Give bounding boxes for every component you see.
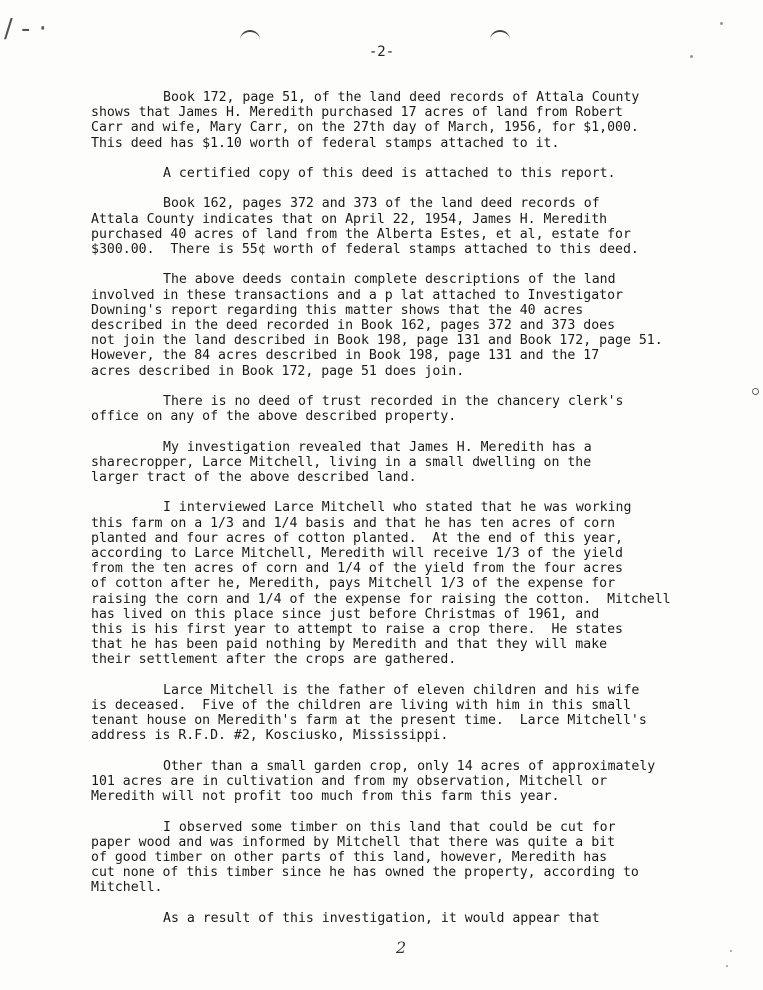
text-line: according to Larce Mitchell, Meredith will receive 1/3 of the yield [91, 546, 623, 561]
text-line: shows that James H. Meredith purchased 17 acres of land from Robert [91, 105, 623, 121]
text-line: larger tract of the above described land. [91, 470, 417, 485]
text-line: sharecropper, Larce Mitchell, living in a small dwelling on the [91, 454, 592, 470]
text-line: raising the corn and 1/4 of the expense for raising the cotton. Mitchell [91, 591, 671, 607]
text-line: Book 162, pages 372 and 373 of the land deed records of [163, 196, 600, 212]
text-line: As a result of this investigation, it would appear that [163, 910, 600, 926]
text-line: Meredith will not profit too much from this farm this year. [91, 789, 560, 805]
text-line: Book 172, page 51, of the land deed records of Attala County [163, 90, 640, 105]
text-line: I interviewed Larce Mitchell who stated that he was working [163, 500, 632, 516]
text-line: A certified copy of this deed is attached to this report. [163, 166, 616, 181]
text-line: has lived on this place since just before Christmas of 1961, and [91, 606, 600, 622]
paragraph [91, 166, 751, 181]
text-line: purchased 40 acres of land from the Alberta Estes, et al, estate for [91, 226, 631, 242]
speck-mark [726, 965, 728, 967]
text-line: cut none of this timber since he has owned the property, according to [91, 865, 639, 881]
paragraph [91, 394, 751, 424]
text-line: planted and four acres of cotton planted. At the end of this year, [91, 530, 623, 546]
text-line: from the ten acres of corn and 1/4 of the yield from the four acres [91, 561, 623, 577]
text-line: not join the land described in Book 198, page 131 and Book 172, page 51. [91, 333, 663, 349]
text-line: Larce Mitchell is the father of eleven children and his wife [163, 682, 640, 698]
text-line: paper wood and was informed by Mitchell that there was quite a bit [91, 834, 616, 850]
text-line: office on any of the above described property. [91, 409, 457, 425]
text-line: The above deeds contain complete descriptions of the land [163, 272, 616, 288]
text-line: Mitchell. [91, 880, 163, 896]
paragraph [91, 90, 751, 151]
paragraph [91, 820, 751, 896]
text-line: this farm on a 1/3 and 1/4 basis and that he has ten acres of corn [91, 515, 616, 531]
text-line: of good timber on other parts of this land, however, Meredith has [91, 850, 608, 866]
text-line: of cotton after he, Meredith, pays Mitchell 1/3 of the expense for [91, 576, 616, 592]
page-number: -2- [368, 44, 395, 60]
speck-mark [720, 22, 723, 25]
text-line: their settlement after the crops are gathered. [91, 652, 457, 668]
left-hole-punch-mark [240, 30, 260, 42]
text-line: involved in these transactions and a p lat attached to Investigator [91, 287, 623, 303]
paragraph [91, 196, 751, 257]
text-line: described in the deed recorded in Book 162, pages 372 and 373 does [91, 318, 616, 333]
paragraph [91, 759, 751, 805]
speck-mark [730, 950, 732, 952]
paragraph [91, 500, 751, 667]
speck-mark [690, 55, 693, 58]
text-line: address is R.F.D. #2, Kosciusko, Mississippi. [91, 728, 449, 744]
document-body [91, 90, 751, 941]
text-line: Attala County indicates that on April 22, 1954, James H. Meredith [91, 211, 608, 227]
text-line: Downing's report regarding this matter shows that the 40 acres [91, 302, 584, 318]
text-line: tenant house on Meredith's farm at the present time. Larce Mitchell's [91, 713, 647, 729]
text-line: This deed has $1.10 worth of federal stamps attached to it. [91, 135, 560, 151]
text-line: However, the 84 acres described in Book 198, page 131 and the 17 [91, 348, 600, 364]
text-line: $300.00. There is 55¢ worth of federal stamps attached to this deed. [91, 242, 639, 257]
handwritten-note: 2 [396, 938, 407, 957]
text-line: acres described in Book 172, page 51 does join. [91, 363, 465, 379]
paragraph [91, 911, 751, 926]
text-line: 101 acres are in cultivation and from my observation, Mitchell or [91, 774, 608, 790]
text-line: is deceased. Five of the children are living with him in this small [91, 698, 631, 714]
text-line: this is his first year to attempt to raise a crop there. He states [91, 622, 623, 638]
text-line: Other than a small garden crop, only 14 acres of approximately [163, 758, 656, 774]
paragraph [91, 272, 751, 378]
right-hole-punch-mark [490, 30, 510, 42]
corner-scribble-mark: / - · [4, 14, 47, 44]
paragraph [91, 683, 751, 744]
text-line: My investigation revealed that James H. Meredith has a [163, 439, 592, 455]
margin-dot-mark [752, 388, 759, 395]
text-line: There is no deed of trust recorded in the chancery clerk's [163, 394, 624, 409]
paragraph [91, 440, 751, 486]
text-line: that he has been paid nothing by Meredith and that they will make [91, 637, 608, 653]
text-line: Carr and wife, Mary Carr, on the 27th day of March, 1956, for $1,000. [91, 120, 639, 136]
text-line: I observed some timber on this land that could be cut for [163, 819, 616, 835]
